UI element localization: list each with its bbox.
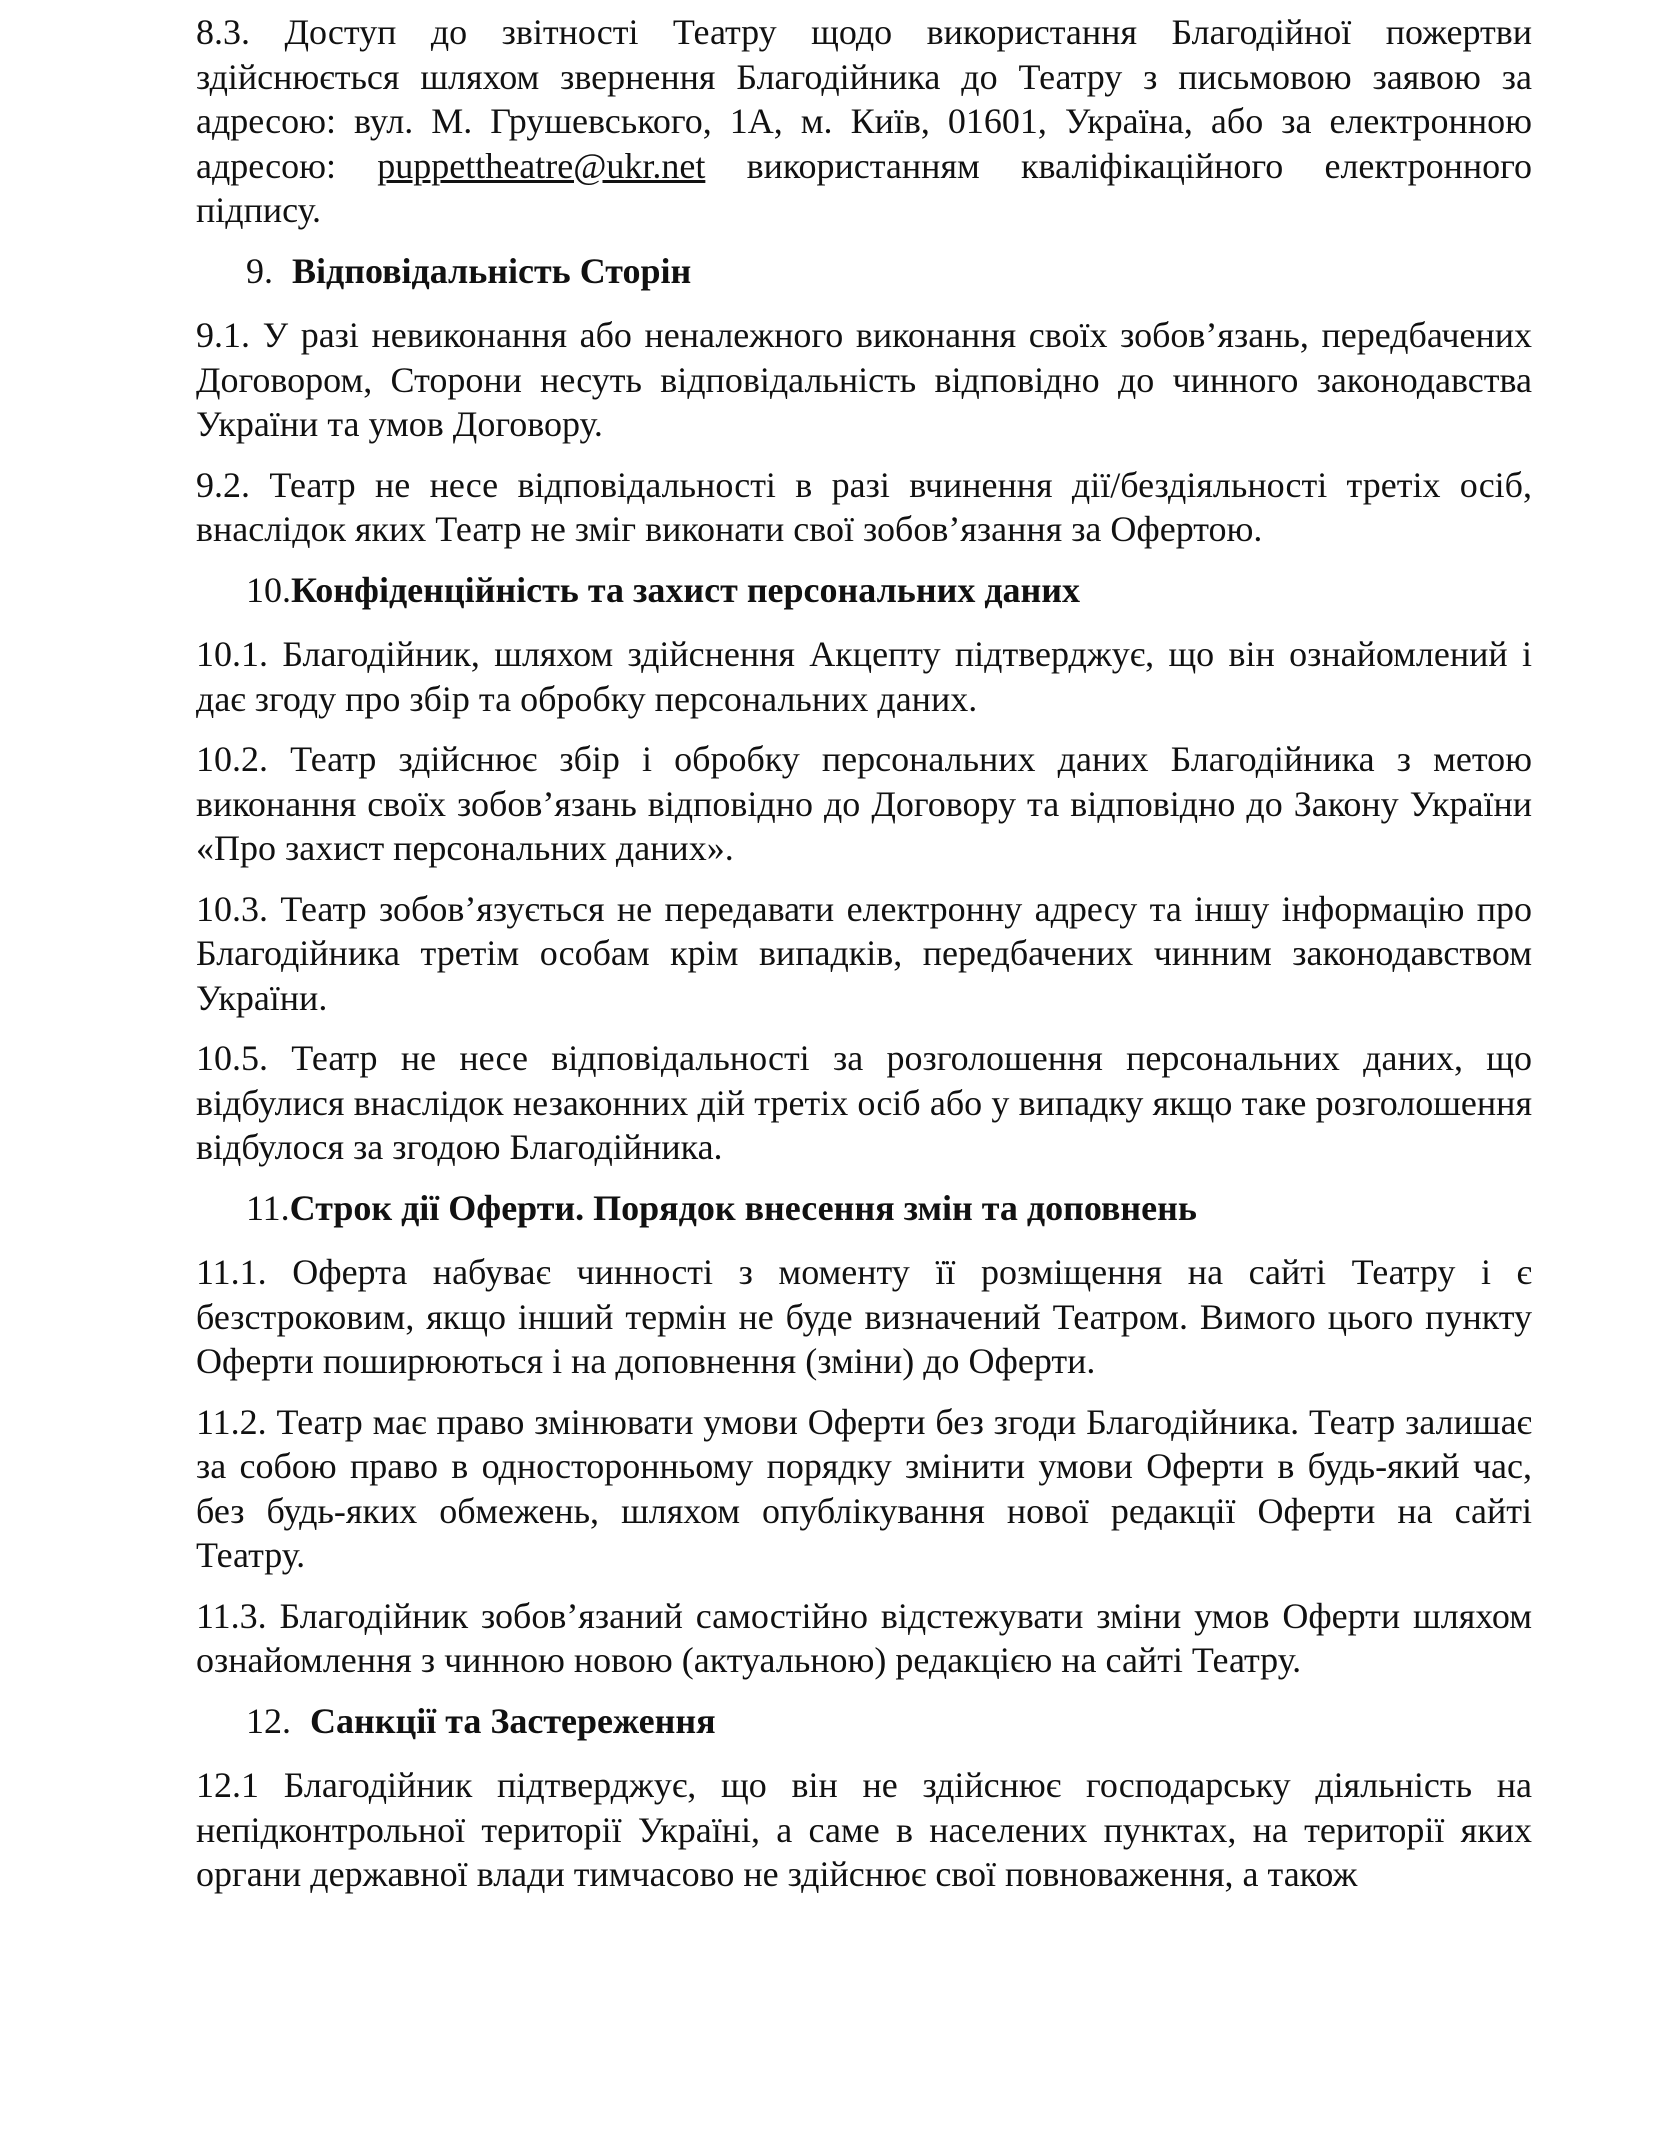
paragraph-10-3: 10.3. Театр зобов’язується не передавати електронну адресу та іншу інформацію про Благодійника третім особам крім випадків, передбачених чинним законодавством України.: [196, 888, 1532, 1018]
paragraph-8-3-text: 8.3. Доступ до звітності Театру щодо використання Благодійної пожертви здійснюється шляхом звернення Благодійника до Театру з письмовою заявою за адресою: вул. М. Грушевського, 1А, м. Київ, 01601, Україна, або за електронною адресою:: [196, 12, 1532, 186]
section-title: Строк дії Оферти. Порядок внесення змін та доповнень: [289, 1187, 1197, 1228]
paragraph-10-2: 10.2. Театр здійснює збір і обробку персональних даних Благодійника з метою виконання своїх зобов’язань відповідно до Договору та відповідно до Закону України «Про захист персональних даних».: [196, 739, 1532, 868]
paragraph-11-3: 11.3. Благодійник зобов’язаний самостійно відстежувати зміни умов Оферти шляхом ознайомлення з чинною новою (актуальною) редакцією на сайті Театру.: [196, 1595, 1532, 1680]
section-heading-11: [196, 1186, 1532, 1231]
section-number: 9.: [246, 250, 273, 291]
section-number: 11.: [246, 1187, 290, 1228]
section-heading-12: [196, 1699, 1532, 1744]
paragraph-12-1: 12.1 Благодійник підтверджує, що він не здійснює господарську діяльність на непідконтрольної території Україні, а саме в населених пунктах, на території яких органи державної влади тимчасово не здійснює свої повноваження, а також: [196, 1765, 1532, 1894]
paragraph-8-3: [196, 10, 1532, 233]
paragraph-11-2: 11.2. Театр має право змінювати умови Оферти без згоди Благодійника. Театр залишає за собою право в односторонньому порядку змінити умови Оферти в будь-який час, без будь-яких обмежень, шляхом опублікування нової редакції Оферти на сайті Театру.: [196, 1401, 1532, 1575]
paragraph-10-5: 10.5. Театр не несе відповідальності за розголошення персональних даних, що відбулися внаслідок незаконних дій третіх осіб або у випадку якщо таке розголошення відбулося за згодою Благодійника.: [196, 1038, 1532, 1167]
section-title: Відповідальність Сторін: [292, 250, 692, 291]
section-title: Санкції та Застереження: [310, 1700, 716, 1741]
paragraph-11-1: 11.1. Оферта набуває чинності з моменту її розміщення на сайті Театру і є безстроковим, якщо інший термін не буде визначений Театром. Вимого цього пункту Оферти поширюються і на доповнення (зміни) до Оферти.: [196, 1252, 1532, 1381]
section-title: Конфіденційність та захист персональних даних: [291, 569, 1081, 610]
paragraph-9-1: 9.1. У разі невиконання або неналежного виконання своїх зобов’язань, передбачених Договором, Сторони несуть відповідальність відповідно до чинного законодавства України та умов Договору.: [196, 315, 1532, 444]
paragraph-9-2: 9.2. Театр не несе відповідальності в разі вчинення дії/бездіяльності третіх осіб, внаслідок яких Театр не зміг виконати свої зобов’язання за Офертою.: [196, 464, 1532, 549]
section-heading-10: [196, 568, 1532, 613]
section-heading-9: [196, 249, 1532, 294]
paragraph-10-1: 10.1. Благодійник, шляхом здійснення Акцепту підтверджує, що він ознайомлений і дає згоду про збір та обробку персональних даних.: [196, 634, 1532, 719]
section-number: 12.: [246, 1700, 291, 1741]
section-number: 10.: [246, 569, 291, 610]
document-page: [196, 10, 1532, 1913]
email-link[interactable]: puppettheatre@ukr.net: [377, 145, 706, 186]
paragraph-8-3-text-end: використанням кваліфікаційного електронного підпису.: [196, 145, 1532, 230]
